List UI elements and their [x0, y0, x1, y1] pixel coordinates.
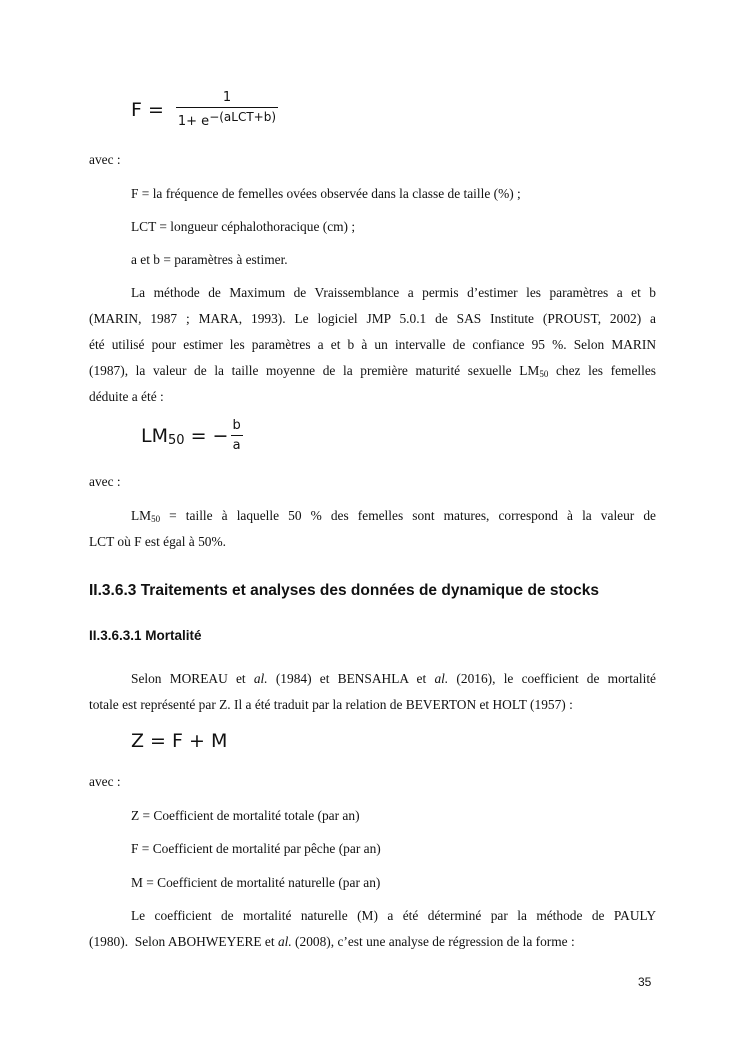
formula-logistic-denominator	[176, 107, 278, 129]
subsection-heading: II.3.6.3.1 Mortalité	[89, 628, 202, 643]
paragraph-1-line-5: déduite a été :	[89, 389, 164, 404]
paragraph-1-line-2: (MARIN, 1987 ; MARA, 1993). Le logiciel JMP 5.0.1 de SAS Institute (PROUST, 2002) a	[89, 311, 656, 326]
formula-logistic-den-base: 1+ e	[177, 114, 210, 129]
definition-lm50-text: = taille à laquelle 50 % des femelles sont matures, correspond à la valeur de	[160, 508, 656, 523]
formula-logistic	[131, 90, 278, 129]
paragraph-1-line-4-text: (1987), la valeur de la taille moyenne de la première maturité sexuelle LM	[89, 363, 540, 378]
paragraph-3-line-2	[89, 929, 656, 955]
page-number: 35	[638, 975, 652, 989]
definition-lm50-line-2: LCT où F est égal à 50%.	[89, 534, 226, 549]
paragraph-3-italic: al.	[277, 934, 292, 949]
definition-f-fishing: F = Coefficient de mortalité par pêche (par an)	[131, 841, 381, 856]
paragraph-2-italic-2: al.	[434, 671, 449, 686]
paragraph-3-text-a: (1980). Selon ABOHWEYERE et	[89, 934, 278, 949]
paragraph-2-text-a: Selon MOREAU et	[131, 671, 254, 686]
formula-lm50-fraction	[230, 418, 242, 453]
formula-lm50-eq: = −	[184, 424, 229, 447]
formula-logistic-numerator: 1	[222, 90, 232, 105]
formula-logistic-exponent: −(aLCT+b)	[209, 110, 277, 124]
formula-lm50-numerator: b	[232, 418, 241, 433]
paragraph-1-line-4-end: chez les femelles	[548, 363, 656, 378]
lm50-subscript: 50	[539, 369, 549, 379]
definition-ab: a et b = paramètres à estimer.	[131, 252, 288, 267]
formula-lm50-denominator: a	[231, 435, 243, 453]
paragraph-2-text-b: (1984) et BENSAHLA et	[267, 671, 435, 686]
avec-label-1: avec :	[89, 152, 121, 167]
formula-logistic-lhs: F =	[131, 98, 164, 121]
paragraph-1-line-4	[89, 358, 656, 387]
avec-label-2: avec :	[89, 474, 121, 489]
formula-lm50-lhs: LM	[141, 424, 168, 447]
section-heading: II.3.6.3 Traitements et analyses des données de dynamique de stocks	[89, 582, 599, 599]
paragraph-2-text-c: (2016), le coefficient de mortalité	[448, 671, 656, 686]
definition-lm50-subscript: 50	[151, 514, 161, 524]
avec-label-3: avec :	[89, 774, 121, 789]
formula-lm50	[141, 418, 243, 453]
paragraph-3-text-b: (2008), c’est une analyse de régression de la forme :	[291, 934, 575, 949]
paragraph-2-italic-1: al.	[253, 671, 268, 686]
formula-lm50-sub: 50	[167, 433, 185, 448]
definition-f: F = la fréquence de femelles ovées observée dans la classe de taille (%) ;	[131, 186, 521, 201]
definition-lct: LCT = longueur céphalothoracique (cm) ;	[131, 219, 356, 234]
formula-mortality: Z = F + M	[131, 730, 228, 752]
paragraph-1-line-3: été utilisé pour estimer les paramètres a et b à un intervalle de confiance 95 %. Selon MARIN	[89, 337, 656, 352]
definition-z: Z = Coefficient de mortalité totale (par an)	[131, 808, 360, 823]
paragraph-2-line-2: totale est représenté par Z. Il a été traduit par la relation de BEVERTON et HOLT (1957) :	[89, 697, 573, 712]
definition-m: M = Coefficient de mortalité naturelle (par an)	[131, 875, 381, 890]
paragraph-1-line-1: La méthode de Maximum de Vraissemblance a permis d’estimer les paramètres a et b	[131, 285, 656, 300]
paragraph-2-line-1	[131, 666, 656, 692]
definition-lm50-line-1	[131, 503, 656, 532]
formula-logistic-fraction	[176, 90, 278, 129]
paragraph-3-line-1: Le coefficient de mortalité naturelle (M) a été déterminé par la méthode de PAULY	[131, 908, 656, 923]
definition-lm50-term: LM	[131, 508, 152, 523]
